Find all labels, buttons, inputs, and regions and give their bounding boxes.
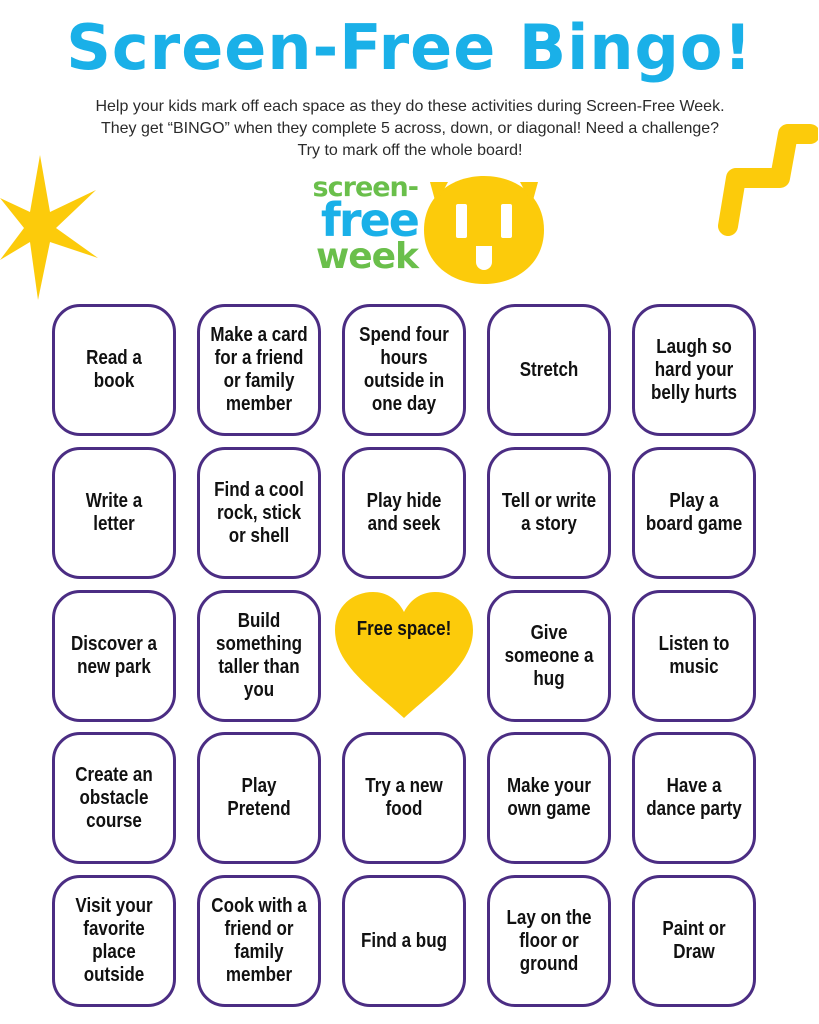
bingo-cell[interactable]	[52, 447, 176, 579]
bingo-cell[interactable]	[342, 732, 466, 864]
bingo-cell-label: Find a bug	[361, 929, 447, 952]
bingo-cell[interactable]	[342, 875, 466, 1007]
bingo-cell[interactable]	[487, 447, 611, 579]
bingo-cell[interactable]	[632, 304, 756, 436]
bingo-cell-label: Write a letter	[85, 490, 143, 535]
page-title: Screen-Free Bingo!	[66, 11, 753, 84]
bingo-cell-label: Discover a new park	[70, 633, 157, 678]
free-space-label: Free space!	[356, 618, 452, 640]
bingo-cell-label: Find a cool rock, stick or shell	[214, 478, 304, 547]
bingo-cell-label: Visit your favorite place outside	[75, 895, 153, 986]
bingo-cell-label: Play Pretend	[227, 775, 291, 820]
bingo-cell-label: Tell or write a story	[501, 490, 597, 535]
bingo-cell-label: Cook with a friend or family member	[211, 895, 307, 986]
bingo-cell-label: Spend four hours outside in one day	[359, 324, 449, 415]
bingo-cell-label: Build something taller than you	[216, 610, 302, 701]
bingo-cell[interactable]	[487, 732, 611, 864]
bingo-cell[interactable]	[197, 447, 321, 579]
bingo-cell-label: Play a board game	[645, 490, 743, 535]
bingo-cell-label: Lay on the floor or ground	[506, 906, 592, 975]
bingo-cell[interactable]	[197, 304, 321, 436]
intro-text: Help your kids mark off each space as they do these activities during Screen-Free Week. They get “BINGO” when they complete 5 across, down, or diagonal! Need a challenge? Try to mark off the whole board!	[95, 98, 725, 159]
logo-screen-text: screen-	[312, 172, 418, 203]
bingo-cell-label: Play hide and seek	[366, 490, 442, 535]
bingo-cell[interactable]	[342, 304, 466, 436]
bingo-cell[interactable]	[632, 732, 756, 864]
bingo-cell-label: Make a card for a friend or family member	[210, 324, 308, 415]
bingo-cell[interactable]	[52, 875, 176, 1007]
bingo-cell-label: Stretch	[519, 358, 579, 381]
outlet-face-icon	[418, 174, 550, 286]
bingo-cell[interactable]	[487, 304, 611, 436]
bingo-cell[interactable]	[197, 875, 321, 1007]
bingo-cell-label: Listen to music	[658, 633, 730, 678]
bingo-cell[interactable]	[197, 590, 321, 722]
zigzag-icon	[718, 122, 818, 242]
logo-week-text: week	[315, 236, 418, 277]
bingo-cell-label: Make your own game	[506, 775, 592, 820]
bingo-cell[interactable]	[342, 447, 466, 579]
bingo-cell-label: Laugh so hard your belly hurts	[651, 335, 737, 404]
bingo-cell-label: Have a dance party	[646, 775, 742, 820]
bingo-cell[interactable]	[632, 447, 756, 579]
bingo-cell-label: Create an obstacle course	[75, 763, 153, 832]
bingo-cell[interactable]	[487, 590, 611, 722]
bingo-cell[interactable]	[52, 304, 176, 436]
bingo-cell[interactable]	[52, 590, 176, 722]
bingo-cell[interactable]	[52, 732, 176, 864]
bingo-cell[interactable]	[197, 732, 321, 864]
free-space-heart[interactable]	[331, 590, 477, 722]
heart-icon	[331, 590, 477, 722]
bingo-cell-label: Paint or Draw	[662, 918, 726, 963]
bingo-cell-label: Read a book	[86, 347, 142, 392]
bingo-cell-label: Give someone a hug	[504, 621, 594, 690]
bingo-cell[interactable]	[487, 875, 611, 1007]
bingo-cell[interactable]	[632, 875, 756, 1007]
bingo-cell[interactable]	[632, 590, 756, 722]
sparkle-icon	[0, 150, 100, 310]
logo-free-text: free	[320, 193, 418, 247]
screen-free-week-logo	[268, 174, 558, 286]
bingo-cell-label: Try a new food	[365, 775, 443, 820]
